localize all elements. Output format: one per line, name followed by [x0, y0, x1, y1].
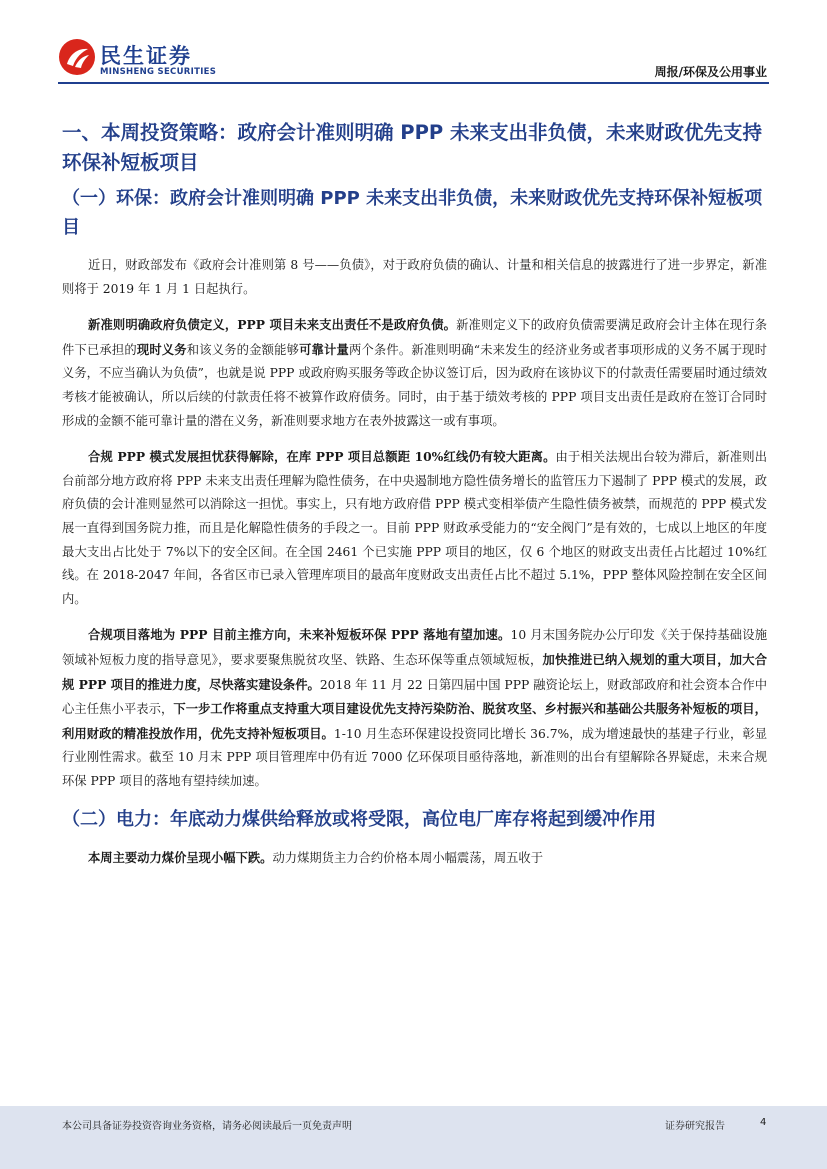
logo-chinese-name: 民生证券	[100, 44, 192, 68]
paragraph-liability-definition: 新准则明确政府负债定义，PPP 项目未来支出责任不是政府负债。新准则定义下的政府负债需要满足政府会计主体在现行条件下已承担的现时义务和该义务的金额能够可靠计量两个条件。新准则明确“未来发生的经济业务或者事项形成的义务不属于现时义务，不应当确认为负债”，也就是说 PPP 或政府购买服务等政企协议签订后，因为政府在该协议下的付款责任需要届时通过绩效考核才能被确认，所以后续的付款责任将不被算作政府债务。同时，由于基于绩效考核的 PPP 项目支出责任是政府在签订合同时形成的金额不能可靠计量的潜在义务，新准则要求地方在表外披露这一或有事项。	[62, 317, 767, 428]
paragraph-ppp-concern: 合规 PPP 模式发展担忧获得解除，在库 PPP 项目总额距 10%红线仍有较大距离。由于相关法规出台较为滞后，新准则出台前部分地方政府将 PPP 未来支出责任理解为隐性债务，在中央遏制地方隐性债务增长的监管压力下遏制了 PPP 模式的发展，政府负债的会计准则显然可以消除这一担忧。事实上，只有地方政府借 PPP 模式变相举债产生隐性债务被禁，而规范的 PPP 模式发展一直得到国务院力推，而且是化解隐性债务的手段之一。目前 PPP 财政承受能力的“安全阀门”是有效的，七成以上地区的年度最大支出占比处于 7%以下的安全区间。在全国 2461 个已实施 PPP 项目的地区，仅 6 个地区的财政支出责任占比超过 10%红线。在 2018-2047 年间，各省区市已录入管理库项目的最高年度财政支出责任占比不超过 5.1%，PPP 整体风险控制在安全区间内。	[62, 449, 767, 606]
paragraph-coal-price: 本周主要动力煤价呈现小幅下跌。动力煤期货主力合约价格本周小幅震荡，周五收于	[88, 850, 544, 866]
header-divider	[58, 82, 769, 84]
page-footer	[0, 1106, 827, 1169]
minsheng-logo-icon	[58, 38, 96, 76]
paragraph-intro: 近日，财政部发布《政府会计准则第 8 号——负债》，对于政府负债的确认、计量和相关信息的披露进行了进一步界定，新准则将于 2019 年 1 月 1 日起执行。	[62, 258, 767, 296]
page-header	[0, 0, 827, 84]
subsection-heading-environment: （一）环保：政府会计准则明确 PPP 未来支出非负债，未来财政优先支持环保补短板项目	[62, 188, 763, 238]
report-category: 周报/环保及公用事业	[654, 65, 767, 79]
subsection-heading-power: （二）电力：年底动力煤供给释放或将受限，高位电厂库存将起到缓冲作用	[62, 809, 656, 831]
bold-lead: 合规 PPP 模式发展担忧获得解除，在库 PPP 项目总额距 10%红线仍有较大距离。	[88, 449, 556, 465]
logo-english-name: MINSHENG SECURITIES	[100, 67, 217, 77]
bold-lead: 合规项目落地为 PPP 目前主推方向，未来补短板环保 PPP 落地有望加速。	[88, 627, 511, 643]
footer-disclaimer: 本公司具备证券投资咨询业务资格，请务必阅读最后一页免责声明	[62, 1121, 352, 1132]
section-heading: 一、本周投资策略：政府会计准则明确 PPP 未来支出非负债，未来财政优先支持环保补短板项目	[62, 121, 762, 174]
footer-report-type: 证券研究报告	[665, 1121, 725, 1132]
bold-lead: 新准则明确政府负债定义，PPP 项目未来支出责任不是政府负债。	[88, 317, 457, 333]
paragraph-compliant-projects: 合规项目落地为 PPP 目前主推方向，未来补短板环保 PPP 落地有望加速。10 月末国务院办公厅印发《关于保持基础设施领域补短板力度的指导意见》，要求要聚焦脱贫攻坚、铁路、生态环保等重点领域短板，加快推进已纳入规划的重大项目，加大合规 PPP 项目的推进力度，尽快落实建设条件。2018 年 11 月 22 日第四届中国 PPP 融资论坛上，财政部政府和社会资本合作中心主任焦小平表示，下一步工作将重点支持重大项目建设优先支持污染防治、脱贫攻坚、乡村振兴和基础公共服务补短板的项目，利用财政的精准投放作用，优先支持补短板项目。1-10 月生态环保建设投资同比增长 36.7%，成为增速最快的基建子行业，彰显行业刚性需求。截至 10 月末 PPP 项目管理库中仍有近 7000 亿环保项目亟待落地，新准则的出台有望解除各界疑虑，未来合规环保 PPP 项目的落地有望持续加速。	[62, 627, 768, 788]
bold-lead: 本周主要动力煤价呈现小幅下跌。	[88, 850, 273, 866]
main-content	[62, 118, 767, 871]
page-number: 4	[760, 1117, 767, 1128]
company-logo	[58, 38, 218, 82]
